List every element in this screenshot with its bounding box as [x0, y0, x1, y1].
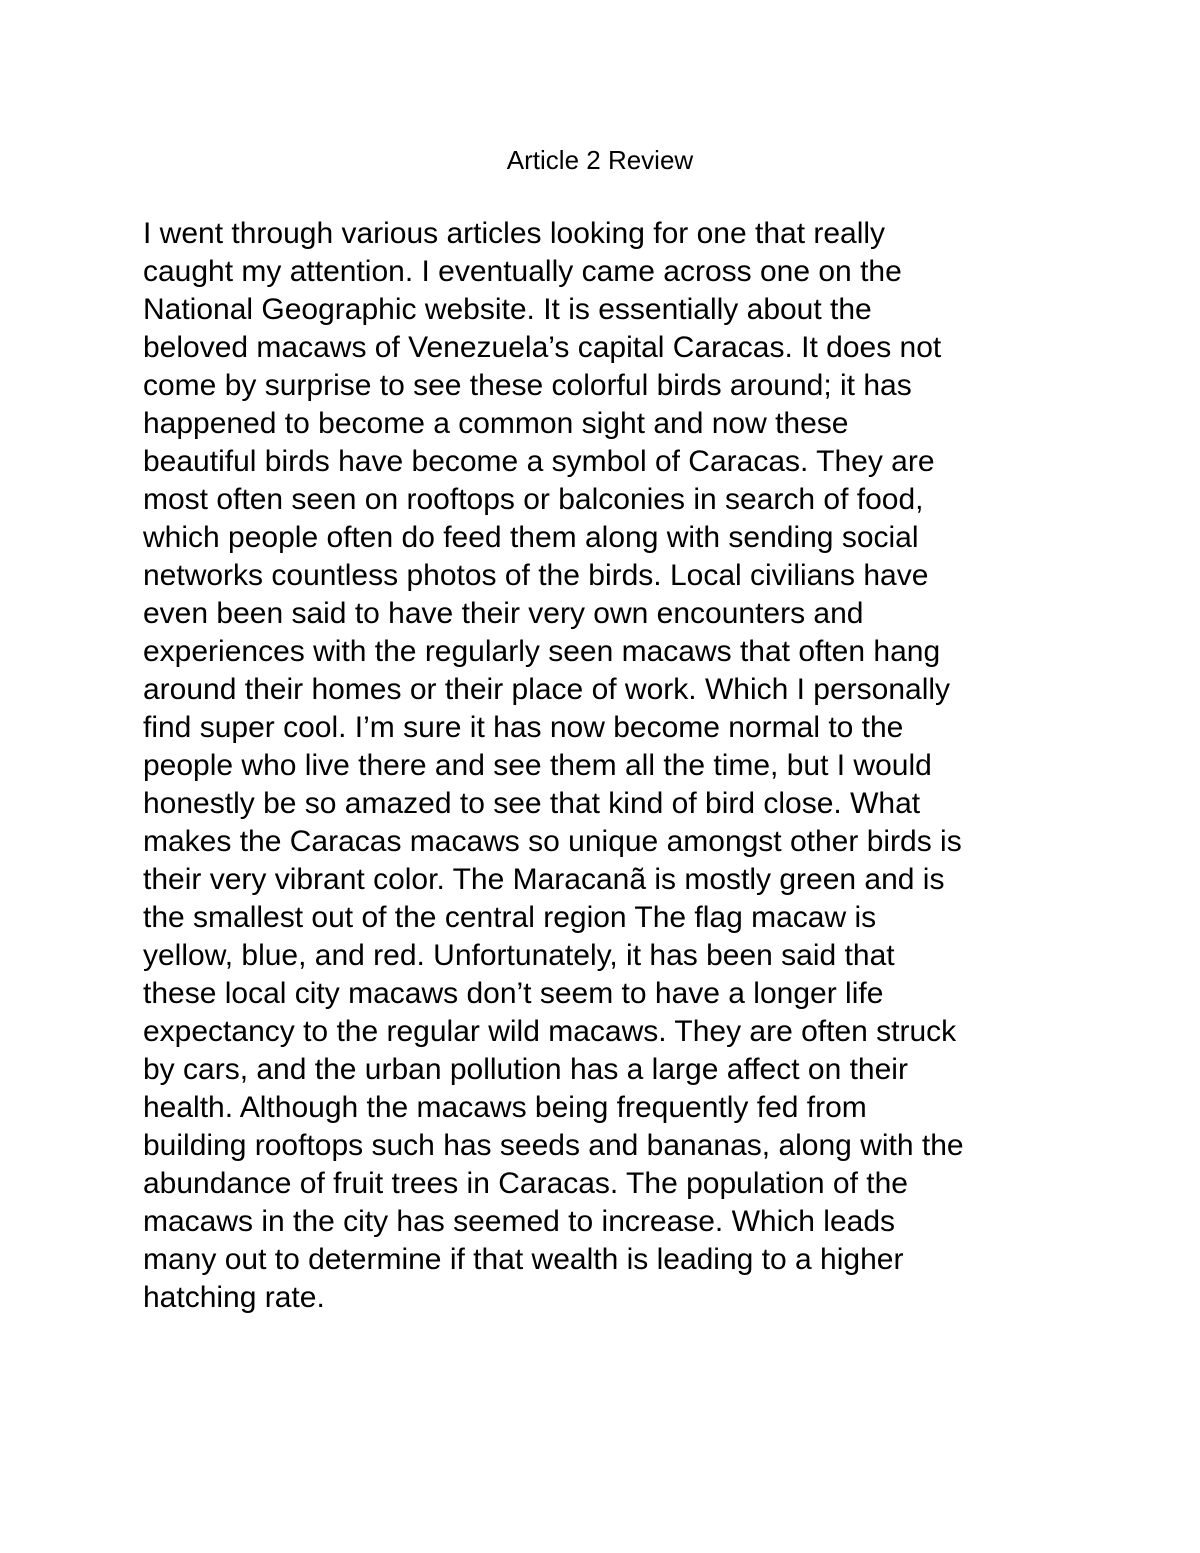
body-line: even been said to have their very own encounters and	[143, 597, 864, 630]
body-line: by cars, and the urban pollution has a large affect on their	[143, 1053, 908, 1086]
body-line: experiences with the regularly seen macaws that often hang	[143, 635, 941, 668]
body-line: I went through various articles looking for one that really	[143, 217, 886, 250]
body-line: yellow, blue, and red. Unfortunately, it has been said that	[143, 939, 895, 972]
body-line: beloved macaws of Venezuela’s capital Caracas. It does not	[143, 331, 942, 364]
body-line: health. Although the macaws being frequently fed from	[143, 1091, 867, 1124]
body-line: around their homes or their place of work. Which I personally	[143, 673, 951, 706]
body-line: people who live there and see them all the time, but I would	[143, 749, 932, 782]
body-line: honestly be so amazed to see that kind of bird close. What	[143, 787, 921, 820]
body-line: most often seen on rooftops or balconies in search of food,	[143, 483, 924, 516]
body-line: the smallest out of the central region The flag macaw is	[143, 901, 877, 934]
body-line: find super cool. I’m sure it has now become normal to the	[143, 711, 904, 744]
body-line: networks countless photos of the birds. Local civilians have	[143, 559, 929, 592]
body-line: macaws in the city has seemed to increase. Which leads	[143, 1205, 896, 1238]
body-line: many out to determine if that wealth is leading to a higher	[143, 1243, 904, 1276]
body-line: makes the Caracas macaws so unique amongst other birds is	[143, 825, 962, 858]
document-title: Article 2 Review	[506, 145, 694, 175]
body-line: which people often do feed them along with sending social	[143, 521, 919, 554]
body-line: expectancy to the regular wild macaws. They are often struck	[143, 1015, 957, 1048]
body-line: happened to become a common sight and now these	[143, 407, 849, 440]
body-line: National Geographic website. It is essentially about the	[143, 293, 872, 326]
body-line: come by surprise to see these colorful birds around; it has	[143, 369, 912, 402]
body-line: hatching rate.	[143, 1281, 325, 1314]
body-line: abundance of fruit trees in Caracas. The population of the	[143, 1167, 908, 1200]
body-line: their very vibrant color. The Maracanã is mostly green and is	[143, 863, 945, 896]
body-line: these local city macaws don’t seem to have a longer life	[143, 977, 884, 1010]
body-line: building rooftops such has seeds and bananas, along with the	[143, 1129, 964, 1162]
body-line: beautiful birds have become a symbol of Caracas. They are	[143, 445, 935, 478]
body-line: caught my attention. I eventually came across one on the	[143, 255, 902, 288]
document-body	[143, 215, 1103, 1317]
